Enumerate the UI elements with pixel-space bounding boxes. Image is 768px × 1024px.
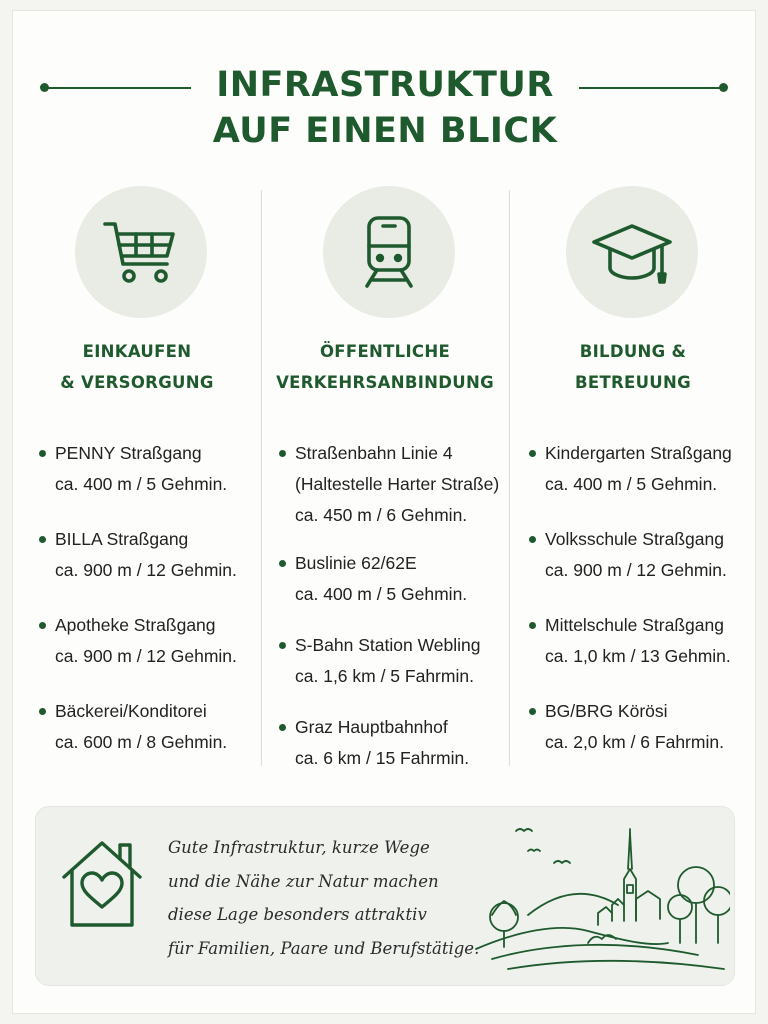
item-detail: ca. 2,0 km / 6 Fahrmin. bbox=[545, 732, 724, 752]
list-item bbox=[279, 548, 507, 612]
item-name: Apotheke Straßgang bbox=[55, 615, 216, 635]
item-detail: ca. 900 m / 12 Gehmin. bbox=[55, 560, 237, 580]
item-detail: ca. 900 m / 12 Gehmin. bbox=[545, 560, 727, 580]
item-name: Bäckerei/Konditorei bbox=[55, 701, 207, 721]
item-detail: ca. 400 m / 5 Gehmin. bbox=[545, 474, 718, 494]
item-name: BILLA Straßgang bbox=[55, 529, 189, 549]
bullet bbox=[279, 724, 286, 731]
column-title bbox=[509, 336, 757, 398]
shopping-icon-circle bbox=[75, 186, 207, 318]
bullet bbox=[279, 560, 286, 567]
title-rule-dot-left bbox=[40, 83, 49, 92]
column-title-line1: BILDUNG & bbox=[579, 342, 687, 361]
quote-line: diese Lage besonders attraktiv bbox=[168, 905, 427, 924]
bullet bbox=[529, 622, 536, 629]
column-title-line2: BETREUUNG bbox=[575, 373, 691, 392]
title-rule-left bbox=[43, 87, 191, 89]
bullet bbox=[529, 536, 536, 543]
column-title-line1: EINKAUFEN bbox=[82, 342, 192, 361]
item-name: Graz Hauptbahnhof bbox=[295, 717, 448, 737]
graduation-cap-icon bbox=[592, 212, 672, 292]
bullet bbox=[39, 536, 46, 543]
bullet bbox=[279, 450, 286, 457]
title-rule-right bbox=[579, 87, 723, 89]
quote-line: für Familien, Paare und Berufstätige. bbox=[168, 938, 480, 958]
list-item bbox=[529, 610, 755, 674]
quote-line: und die Nähe zur Natur machen bbox=[168, 871, 439, 891]
bullet bbox=[39, 708, 46, 715]
item-detail: ca. 1,6 km / 5 Fahrmin. bbox=[295, 666, 474, 686]
column-title-line1: ÖFFENTLICHE bbox=[319, 342, 451, 361]
item-detail: ca. 900 m / 12 Gehmin. bbox=[55, 646, 237, 666]
list-item bbox=[529, 524, 755, 588]
quote-line: Gute Infrastruktur, kurze Wege bbox=[168, 838, 430, 857]
item-detail: ca. 400 m / 5 Gehmin. bbox=[55, 474, 228, 494]
item-name: S-Bahn Station Webling bbox=[295, 635, 481, 655]
item-detail: ca. 6 km / 15 Fahrmin. bbox=[295, 748, 470, 768]
list-item bbox=[39, 438, 259, 502]
bullet bbox=[39, 450, 46, 457]
infrastructure-columns bbox=[13, 186, 757, 776]
page-title-line2: AUF EINEN BLICK bbox=[212, 111, 558, 151]
footer-panel bbox=[35, 806, 735, 986]
title-rule-dot-right bbox=[719, 83, 728, 92]
item-name: BG/BRG Körösi bbox=[545, 701, 668, 721]
item-name: PENNY Straßgang bbox=[55, 443, 202, 463]
list-item bbox=[279, 630, 507, 694]
shopping-cart-icon bbox=[101, 212, 181, 292]
education-icon-circle bbox=[566, 186, 698, 318]
column-title bbox=[261, 336, 509, 398]
column-title-line2: VERKEHRSANBINDUNG bbox=[276, 373, 494, 392]
header bbox=[13, 63, 757, 163]
item-detail: ca. 600 m / 8 Gehmin. bbox=[55, 732, 228, 752]
page-title-line1: INFRASTRUKTUR bbox=[216, 65, 554, 105]
bullet bbox=[39, 622, 46, 629]
item-detail: ca. 1,0 km / 13 Gehmin. bbox=[545, 646, 731, 666]
bullet bbox=[529, 450, 536, 457]
item-name: Mittelschule Straßgang bbox=[545, 615, 724, 635]
town-landscape-illustration bbox=[468, 819, 730, 975]
list-item bbox=[529, 438, 755, 502]
list-item bbox=[39, 610, 259, 674]
item-detail: ca. 450 m / 6 Gehmin. bbox=[295, 505, 468, 525]
footer-quote bbox=[168, 831, 498, 965]
train-icon bbox=[349, 212, 429, 292]
house-heart-icon bbox=[60, 837, 144, 933]
list-item bbox=[279, 438, 507, 533]
item-subname: (Haltestelle Harter Straße) bbox=[295, 474, 500, 494]
column-education bbox=[509, 186, 757, 776]
list-item bbox=[39, 524, 259, 588]
item-name: Straßenbahn Linie 4 bbox=[295, 443, 453, 463]
column-title bbox=[13, 336, 261, 398]
transport-icon-circle bbox=[323, 186, 455, 318]
column-transport bbox=[261, 186, 509, 776]
list-item bbox=[529, 696, 755, 760]
item-name: Buslinie 62/62E bbox=[295, 553, 417, 573]
infographic-page bbox=[12, 10, 756, 1014]
bullet bbox=[529, 708, 536, 715]
item-name: Volksschule Straßgang bbox=[545, 529, 724, 549]
bullet bbox=[279, 642, 286, 649]
item-detail: ca. 400 m / 5 Gehmin. bbox=[295, 584, 468, 604]
list-item bbox=[39, 696, 259, 760]
list-item bbox=[279, 712, 507, 776]
column-title-line2: & VERSORGUNG bbox=[60, 373, 214, 392]
item-name: Kindergarten Straßgang bbox=[545, 443, 732, 463]
column-shopping bbox=[13, 186, 261, 776]
